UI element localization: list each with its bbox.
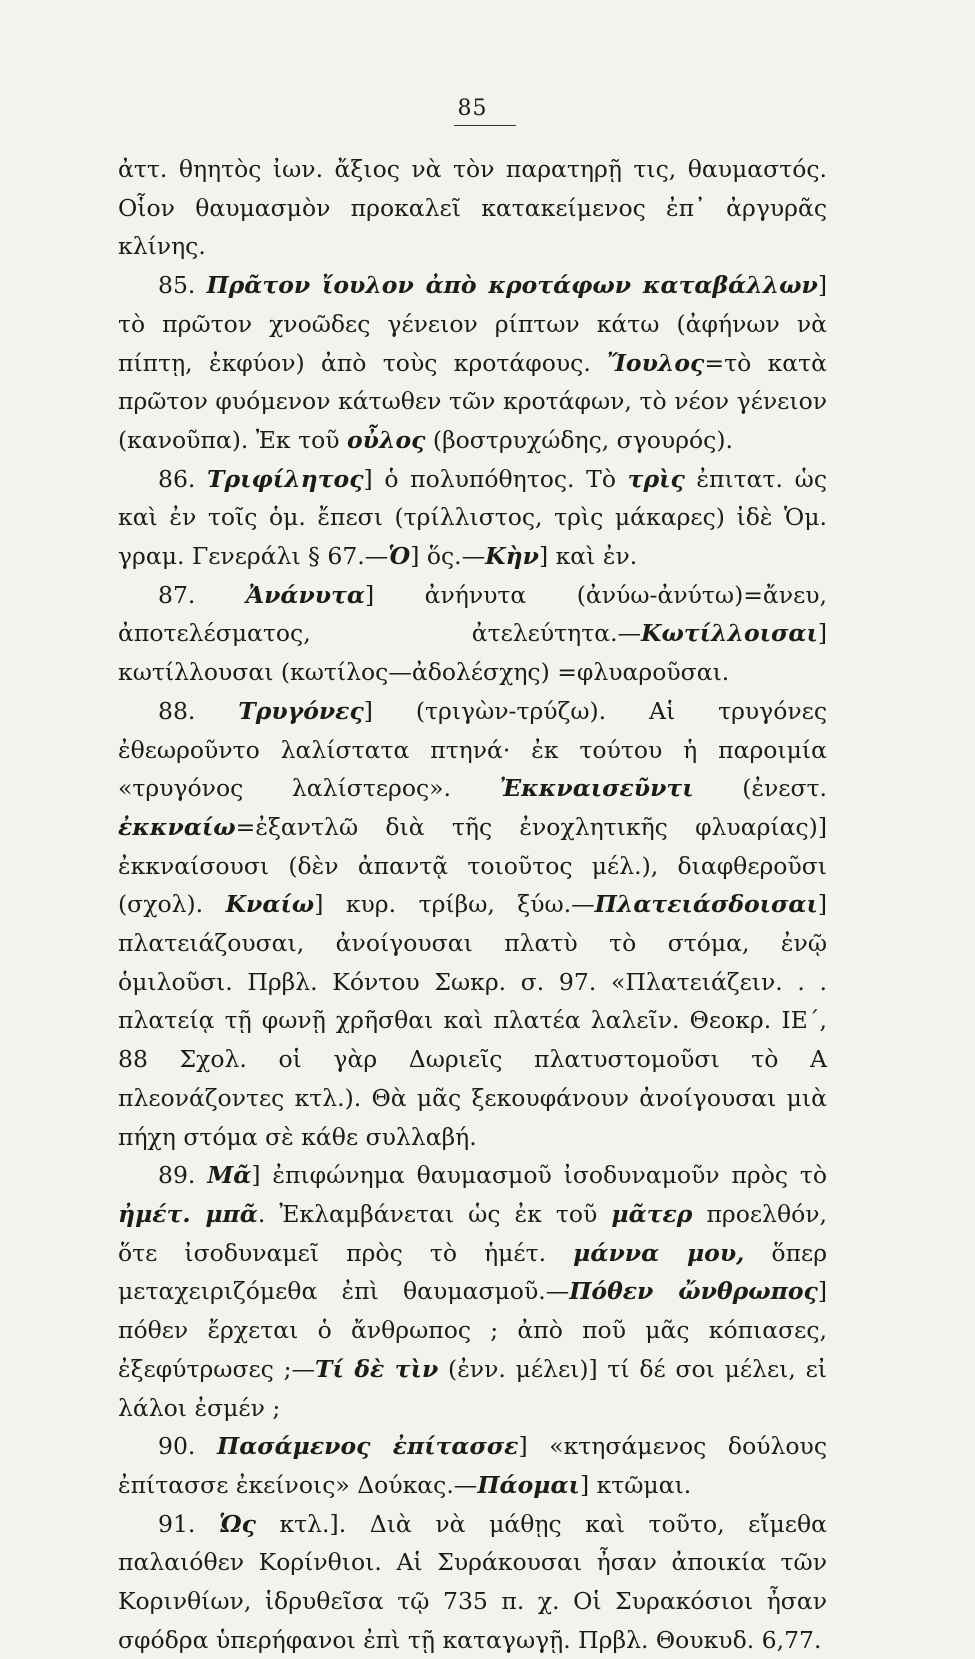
note-text: ] ἀνήνυτα (ἀνύω-ἀνύτω)=ἄνευ, ἀποτελέσματος, ἀτελεύτητα.— bbox=[118, 580, 828, 648]
note-text: ἐπιτατ. ὡς καὶ ἐν τοῖς ὁμ. ἔπεσι (τρίλλιστος, τρὶς μάκαρες) ἰδὲ Ὁμ. γραμ. Γενεράλι § 67.— bbox=[118, 464, 828, 571]
lemma-term: Τρυγόνες bbox=[238, 696, 364, 725]
lemma-term: Τί δὲ τὶν bbox=[315, 1354, 439, 1383]
note-text: =τὸ κατὰ πρῶτον φυόμενον κάτωθεν τῶν κροτάφων, τὸ νέον γένειον (κανοῦπα). Ἐκ τοῦ bbox=[118, 348, 827, 454]
lemma-term: Πασάμενος ἐπίτασσε bbox=[216, 1432, 519, 1461]
note-text: 91. bbox=[158, 1509, 219, 1538]
note-text: ] ὁ πολυπόθητος. Τὸ bbox=[363, 464, 628, 493]
note-text: ] πόθεν ἔρχεται ὁ ἄνθρωπος ; ἀπὸ ποῦ μᾶς κόπιασες, ἐξεφύτρωσες ;— bbox=[118, 1277, 827, 1383]
note-paragraph-p91 bbox=[118, 1505, 827, 1659]
lemma-term: ἐκκναίω bbox=[118, 812, 236, 841]
note-text: ὅπερ μεταχειριζόμεθα ἐπὶ θαυμασμοῦ.— bbox=[118, 1238, 828, 1306]
note-text: ] κτῶμαι. bbox=[579, 1470, 692, 1499]
commentary-text bbox=[118, 150, 827, 1659]
lemma-term: Ὡς bbox=[218, 1509, 256, 1538]
note-text: 88. bbox=[158, 696, 239, 725]
lemma-term: μάννα μου, bbox=[573, 1238, 745, 1267]
lemma-term: Πλατειάσδοισαι bbox=[594, 890, 818, 919]
note-text: προελθόν, ὅτε ἰσοδυναμεῖ πρὸς τὸ ἡμέτ. bbox=[118, 1199, 828, 1267]
note-text: ἀττ. θηητὸς ἰων. ἄξιος νὰ τὸν παρατηρῇ τις, θαυμαστός. Οἷον θαυμασμὸν προκαλεῖ κατακείμενος ἐπ᾽ ἀργυρᾶς κλίνης. bbox=[118, 155, 827, 261]
lemma-term: Πρᾶτον ἴουλον ἀπὸ κροτάφων καταβάλλων bbox=[206, 271, 818, 300]
lemma-term: Ἀνάνυτα bbox=[245, 580, 365, 609]
note-text: 85. bbox=[158, 271, 207, 300]
note-text: 89. bbox=[158, 1161, 208, 1190]
note-text: 90. bbox=[158, 1432, 217, 1461]
note-paragraph-p88 bbox=[118, 692, 827, 1156]
lemma-term: τρὶς bbox=[627, 464, 685, 493]
lemma-term: Ἐκκναισεῦντι bbox=[499, 774, 694, 803]
note-text: ] ὅς.— bbox=[410, 542, 486, 571]
note-text: κτλ.]. Διὰ νὰ μάθῃς καὶ τοῦτο, εἴμεθα παλαιόθεν Κορίνθιοι. Αἱ Συράκουσαι ἦσαν ἀποικία τῶν Κορινθίων, ἱδρυθεῖσα τῷ 735 π. χ. Οἱ Συρακόσιοι ἦσαν σφόδρα ὑπερήφανοι ἐπὶ τῇ καταγωγῇ. Πρβλ. Θουκυδ. 6,77. bbox=[118, 1509, 828, 1654]
note-text: 86. bbox=[158, 464, 208, 493]
note-text: (ἐνεστ. bbox=[693, 774, 827, 803]
lemma-term: Ὁ bbox=[388, 542, 411, 571]
note-text: ] κυρ. τρίβω, ξύω.— bbox=[314, 890, 595, 919]
lemma-term: Πάομαι bbox=[477, 1470, 580, 1499]
note-paragraph-p0 bbox=[118, 150, 827, 266]
lemma-term: Ἴουλος bbox=[607, 348, 705, 377]
note-text: ] τὸ πρῶτον χνοῶδες γένειον ρίπτων κάτω (ἀφήνων νὰ πίπτῃ, ἐκφύον) ἀπὸ τοὺς κροτάφους. bbox=[118, 271, 828, 377]
note-paragraph-p89 bbox=[118, 1156, 827, 1427]
lemma-term: Κωτίλλοισαι bbox=[641, 619, 818, 648]
lemma-term: Μᾶ bbox=[207, 1161, 252, 1190]
note-text: ] ἐπιφώνημα θαυμασμοῦ ἰσοδυναμοῦν πρὸς τὸ bbox=[251, 1161, 828, 1190]
lemma-term: Τριφίλητος bbox=[207, 464, 364, 493]
note-text: (ἐνν. μέλει)] τί δέ σοι μέλει, εἰ λάλοι ἐσμέν ; bbox=[118, 1354, 827, 1422]
note-text: ] (τριγὼν-τρύζω). Αἱ τρυγόνες ἐθεωροῦντο λαλίστατα πτηνά· ἐκ τούτου ἡ παροιμία «τρυγόνος λαλίστερος». bbox=[118, 696, 827, 803]
lemma-term: Κναίω bbox=[225, 890, 315, 919]
note-paragraph-p87 bbox=[118, 576, 827, 692]
note-text: ] «κτησάμενος δούλους ἐπίτασσε ἐκείνοις» Δούκας.— bbox=[118, 1432, 828, 1499]
lemma-term: ἠμέτ. μπᾶ bbox=[118, 1199, 258, 1228]
lemma-term: Κὴν bbox=[485, 542, 539, 571]
note-text: (βοστρυχώδης, σγουρός). bbox=[425, 425, 733, 454]
note-text: =ἐξαντλῶ διὰ τῆς ἐνοχλητικῆς φλυαρίας)] ἐκκναίσουσι (δὲν ἀπαντᾷ τοιοῦτος μέλ.), διαφθεροῦσι (σχολ). bbox=[118, 812, 827, 919]
note-text: . Ἐκλαμβάνεται ὡς ἐκ τοῦ bbox=[257, 1199, 612, 1228]
note-paragraph-p86 bbox=[118, 460, 827, 576]
note-text: ] πλατειάζουσαι, ἀνοίγουσαι πλατὺ τὸ στόμα, ἐνῷ ὁμιλοῦσι. Πρβλ. Κόντου Σωκρ. σ. 97. «Πλατειάζειν. . . πλατείᾳ τῇ φωνῇ χρῆσθαι καὶ πλατέα λαλεῖν. Θεοκρ. ΙΕ΄, 88 Σχολ. οἱ γὰρ Δωριεῖς πλατυστομοῦσι τὸ Α πλεονάζοντες κτλ.). Θὰ μᾶς ξεκουφάνουν ἀνοίγουσαι μιὰ πήχη στόμα σὲ κάθε συλλαβή. bbox=[118, 890, 827, 1151]
note-paragraph-p90 bbox=[118, 1427, 827, 1504]
lemma-term: Πόθεν ὤνθρωπος bbox=[569, 1277, 818, 1306]
note-text: ] κωτίλλουσαι (κωτίλος—ἀδολέσχης) =φλυαροῦσαι. bbox=[118, 619, 827, 687]
page-number-rule bbox=[454, 125, 516, 126]
note-text: 87. bbox=[158, 580, 246, 609]
note-paragraph-p85 bbox=[118, 266, 827, 460]
lemma-term: μᾶτερ bbox=[611, 1199, 693, 1228]
lemma-term: οὖλος bbox=[346, 425, 426, 454]
note-text: ] καὶ ἐν. bbox=[538, 542, 638, 571]
page-number: 85 bbox=[457, 96, 488, 121]
